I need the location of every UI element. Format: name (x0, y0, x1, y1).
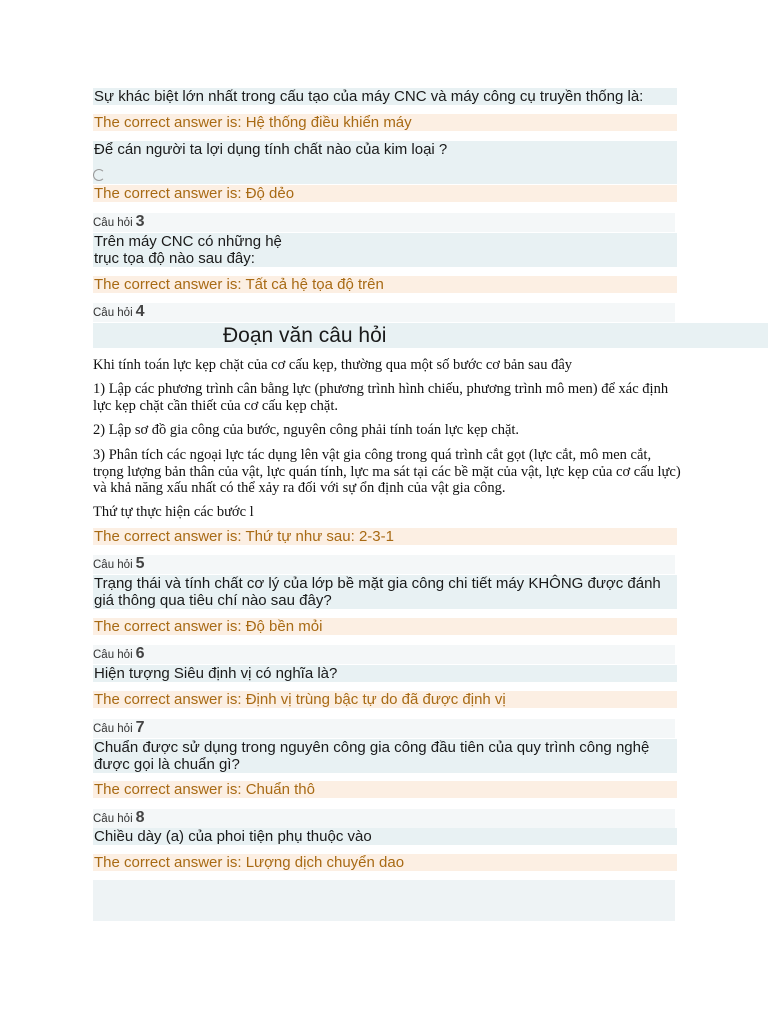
question-7-text: Chuẩn được sử dụng trong nguyên công gia công đầu tiên của quy trình công nghệ được gọi là chuẩn gì? (93, 739, 677, 773)
answer-8: The correct answer is: Lượng dịch chuyển dao (93, 854, 677, 871)
question-3-line-1: Trên máy CNC có những hệ (94, 233, 282, 250)
question-3-header (93, 213, 675, 232)
passage-intro: Khi tính toán lực kẹp chặt của cơ cấu kẹp, thường qua một số bước cơ bản sau đây (93, 357, 573, 373)
blank-block (93, 880, 675, 921)
question-5-number: 5 (135, 555, 145, 572)
question-5-label: Câu hỏi (93, 559, 133, 571)
question-4-number: 4 (135, 303, 145, 320)
answer-2: The correct answer is: Độ dẻo (93, 185, 677, 202)
answer-1: The correct answer is: Hệ thống điều khiển máy (93, 114, 677, 131)
answer-5: The correct answer is: Độ bền mỏi (93, 618, 677, 635)
question-2-text (93, 141, 677, 184)
loading-spinner-icon (93, 169, 105, 181)
answer-7: The correct answer is: Chuẩn thô (93, 781, 677, 798)
question-4-header (93, 303, 675, 322)
answer-6: The correct answer is: Định vị trùng bậc tự do đã được định vị (93, 691, 677, 708)
question-5-text: Trạng thái và tính chất cơ lý của lớp bề mặt gia công chi tiết máy KHÔNG được đánh giá thông qua tiêu chí nào sau đây? (93, 575, 677, 609)
passage-step-1: 1) Lập các phương trình cân bằng lực (phương trình hình chiếu, phương trình mô men) để xác định lực kẹp chặt cần thiết của cơ cấu kẹp chặt. (93, 381, 669, 414)
answer-3: The correct answer is: Tất cả hệ tọa độ trên (93, 276, 677, 293)
passage-step-3: 3) Phân tích các ngoại lực tác dụng lên vật gia công trong quá trình cắt gọt (lực cắt, mô men cắt, trọng lượng bản thân của vật, lực quán tính, lực ma sát tại các bề mặt của vật, lực kẹp của cơ cấu lực) và khả năng xấu nhất có thể xảy ra đối với sự ổn định của vật gia công. (93, 447, 681, 496)
passage-step-2: 2) Lập sơ đồ gia công của bước, nguyên công phải tính toán lực kẹp chặt. (93, 422, 520, 438)
question-3-line-2: trục tọa độ nào sau đây: (94, 250, 255, 267)
question-6-label: Câu hỏi (93, 649, 133, 661)
question-8-label: Câu hỏi (93, 813, 133, 825)
question-8-header (93, 809, 675, 828)
question-6-header (93, 645, 675, 664)
passage-title: Đoạn văn câu hỏi (93, 323, 768, 348)
answer-4: The correct answer is: Thứ tự như sau: 2-3-1 (93, 528, 677, 545)
question-3-label: Câu hỏi (93, 217, 133, 229)
question-7-header (93, 719, 675, 738)
passage-prompt: Thứ tự thực hiện các bước l (93, 504, 254, 520)
question-2-label: Để cán người ta lợi dụng tính chất nào của kim loại ? (94, 141, 448, 158)
question-4-label: Câu hỏi (93, 307, 133, 319)
question-7-number: 7 (135, 719, 145, 736)
question-3-number: 3 (135, 213, 145, 230)
question-8-number: 8 (135, 809, 145, 826)
question-6-text: Hiện tượng Siêu định vị có nghĩa là? (93, 665, 677, 682)
question-6-number: 6 (135, 645, 145, 662)
question-3-text (93, 233, 677, 267)
question-1-text: Sự khác biệt lớn nhất trong cấu tạo của máy CNC và máy công cụ truyền thống là: (93, 88, 677, 105)
question-7-label: Câu hỏi (93, 723, 133, 735)
question-8-text: Chiều dày (a) của phoi tiện phụ thuộc vào (93, 828, 677, 845)
question-5-header (93, 555, 675, 574)
